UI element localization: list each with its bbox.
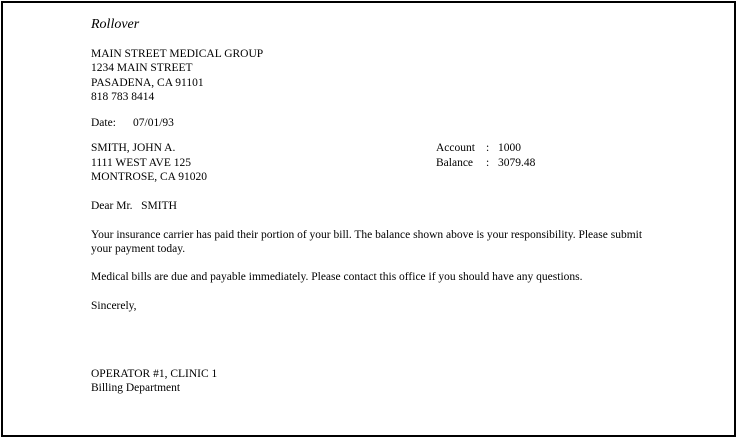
document-title: Rollover: [91, 17, 140, 32]
balance-row: [436, 156, 535, 170]
paragraph-contact: Medical bills are due and payable immediately. Please contact this office if you should have any questions.: [91, 271, 583, 284]
recipient-city: MONTROSE, CA 91020: [91, 171, 207, 184]
signature-department: Billing Department: [91, 382, 181, 395]
balance-separator: :: [486, 156, 490, 169]
recipient-street: 1111 WEST AVE 125: [91, 156, 191, 169]
sender-name: MAIN STREET MEDICAL GROUP: [91, 48, 264, 60]
sender-street: 1234 MAIN STREET: [91, 62, 193, 75]
sender-city: PASADENA, CA 91101: [91, 76, 204, 89]
sender-address: [91, 47, 691, 104]
salutation: Dear Mr. SMITH: [91, 200, 177, 213]
balance-label: Balance: [436, 156, 474, 169]
account-label: Account: [436, 142, 475, 155]
signature-block: [91, 367, 691, 396]
account-separator: :: [486, 142, 490, 155]
letter-body: [91, 17, 691, 396]
recipient-address: [91, 141, 691, 184]
recipient-name: SMITH, JOHN A.: [91, 142, 176, 155]
account-row: [436, 141, 535, 155]
balance-value: 3079.48: [498, 156, 536, 169]
date-value: 07/01/93: [133, 117, 174, 130]
document-frame: [1, 1, 736, 437]
paragraph-payment: Your insurance carrier has paid their portion of your bill. The balance shown above is your responsibility. Please submit your payment today.: [91, 228, 643, 256]
account-value: 1000: [498, 142, 521, 155]
sender-phone: 818 783 8414: [91, 90, 155, 103]
account-summary: [436, 141, 535, 170]
closing: Sincerely,: [91, 299, 137, 312]
recipient-section: [91, 141, 691, 185]
signature-operator: OPERATOR #1, CLINIC 1: [91, 367, 218, 380]
date-line: [91, 116, 691, 130]
date-label: Date:: [91, 117, 116, 130]
